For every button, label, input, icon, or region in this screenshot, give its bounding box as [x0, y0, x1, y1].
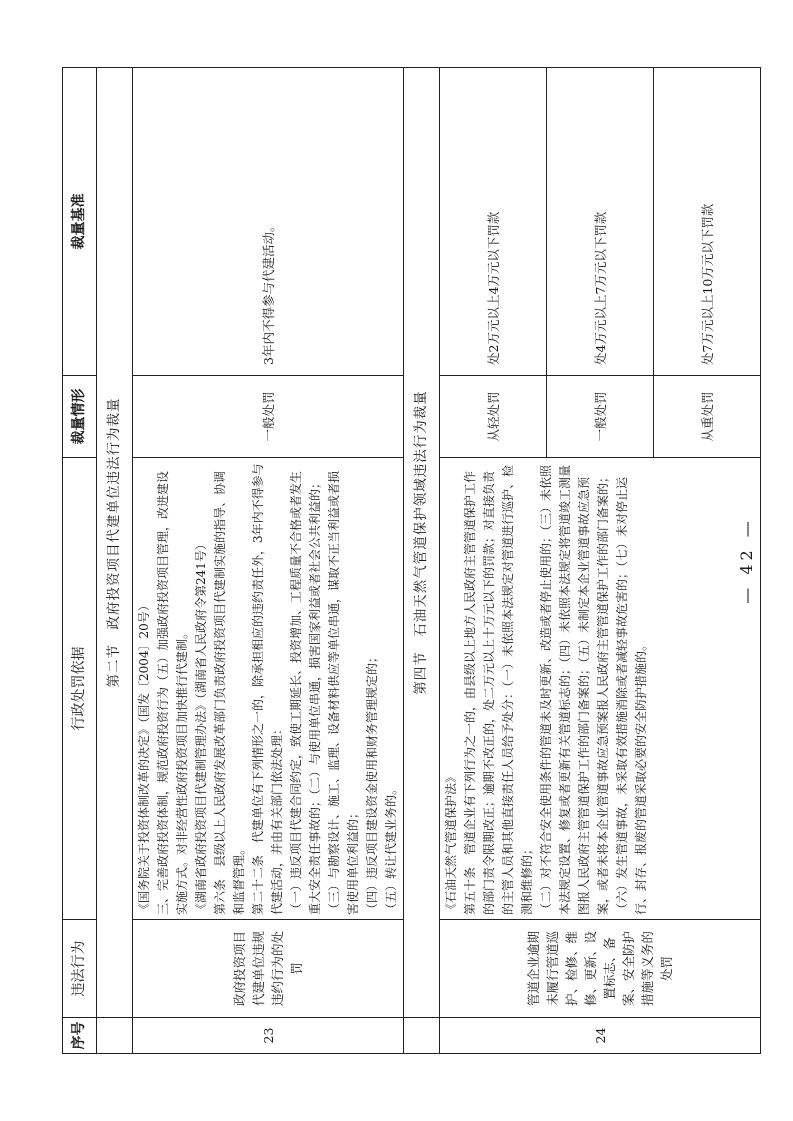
basis-line: 第五十条 管道企业有下列行为之一的，由县级以上地方人民政府主管管道保护工作的部门责令限期改正；逾期不改正的，处二万元以上十万元以下的罚款；对直接负责的主管人员和其他直接责任人员给予处分：（一）未依照本法规定对管道进行巡护、检测和维修的； — [463, 464, 534, 915]
table-row — [440, 68, 547, 1054]
basis-line: （五）转让代建业务的。 — [384, 782, 398, 915]
basis-line: （一）违反项目代建合同约定，致使工期延长、投资增加、工程质量不合格或者发生重大安全责任事故的；（二）与使用单位串通，损害国家利益或者社会公共利益的； — [289, 470, 322, 915]
penalty-basis — [133, 458, 404, 920]
basis-line: （三）与勘察设计、施工、监理、设备材料供应等单位串通，谋取不正当利益或者损害使用单位利益的； — [327, 470, 360, 915]
penalty-discretion-table — [62, 67, 761, 1054]
circumstance: 从重处罚 — [654, 376, 761, 458]
page-number: — 42 — — [737, 517, 756, 604]
basis-line: 《湖南省政府投资项目代建制管理办法》（湖南省人民政府令第241号） — [194, 538, 208, 915]
basis-line: 《石油天然气管道保护法》 — [444, 770, 458, 915]
discretion-standard: 3年内不得参与代建活动。 — [133, 68, 404, 376]
basis-line: （四）违反项目建设资金使用和财务管理规定的； — [365, 650, 379, 915]
violation-act: 政府投资项目代建单位违规违约行为的处罚 — [133, 920, 404, 1018]
header-act: 违法行为 — [63, 920, 97, 1018]
penalty-basis — [440, 458, 761, 920]
header-standard: 裁量基准 — [63, 68, 97, 376]
section-row — [404, 68, 440, 1054]
discretion-standard: 处2万元以上4万元以下罚款 — [440, 68, 547, 376]
basis-line: 第二十二条 代建单位有下列情形之一的，除承担相应的违约责任外，3年内不得参与代建活动，并由有关部门依法处理： — [251, 463, 284, 915]
row-number: 24 — [440, 1018, 761, 1054]
row-number: 23 — [133, 1018, 404, 1054]
circumstance: 一般处罚 — [547, 376, 654, 458]
discretion-standard: 处4万元以上7万元以下罚款 — [547, 68, 654, 376]
section-title: 第四节 石油天然气管道保护领域违法行为裁量 — [404, 68, 440, 1018]
basis-line: 三、完善政府投资体制，规范政府投资行为（五）加强政府投资项目管理，改进建设实施方式。对非经营性政府投资项目加快推行代建制。 — [156, 470, 189, 915]
circumstance: 从轻处罚 — [440, 376, 547, 458]
basis-line: 第六条 县级以上人民政府发展改革部门负责政府投资项目代建制实施的指导、协调和监督管理。 — [213, 470, 246, 915]
header-no: 序号 — [63, 1018, 97, 1054]
basis-line: （二）对不符合安全使用条件的管道未及时更新、改造或者停止使用的；（三）未依照本法规定设置、修复或者更新有关管道标志的；（四）未依照本法规定将管道竣工测量图报人民政府主管管道保护工作的部门备案的；（五）未制定本企业管道事故应急预案，或者未将本企业管道事故应急预案报人民政府主管管道保护工作的部门备案的；（六）发生管道事故，未采取有效措施消除或者减轻事故危害的；（七）未对停止运行、封存、报废的管道采取必要的安全防护措施的。 — [539, 464, 648, 915]
table-row — [133, 68, 404, 1054]
circumstance: 一般处罚 — [133, 376, 404, 458]
section-title: 第二节 政府投资项目代建单位违法行为裁量 — [97, 68, 133, 1018]
discretion-standard: 处7万元以上10万元以下罚款 — [654, 68, 761, 376]
header-basis: 行政处罚依据 — [63, 458, 97, 920]
header-circumstance: 裁量情形 — [63, 376, 97, 458]
header-row — [63, 68, 97, 1054]
violation-act: 管道企业逾期未履行管道巡护、检修、维修、更新、设置标志、备案、安全防护措施等义务的处罚 — [440, 920, 761, 1018]
basis-line: 《国务院关于投资体制改革的决定》（国发〔2004〕20号） — [137, 599, 151, 915]
section-row — [97, 68, 133, 1054]
